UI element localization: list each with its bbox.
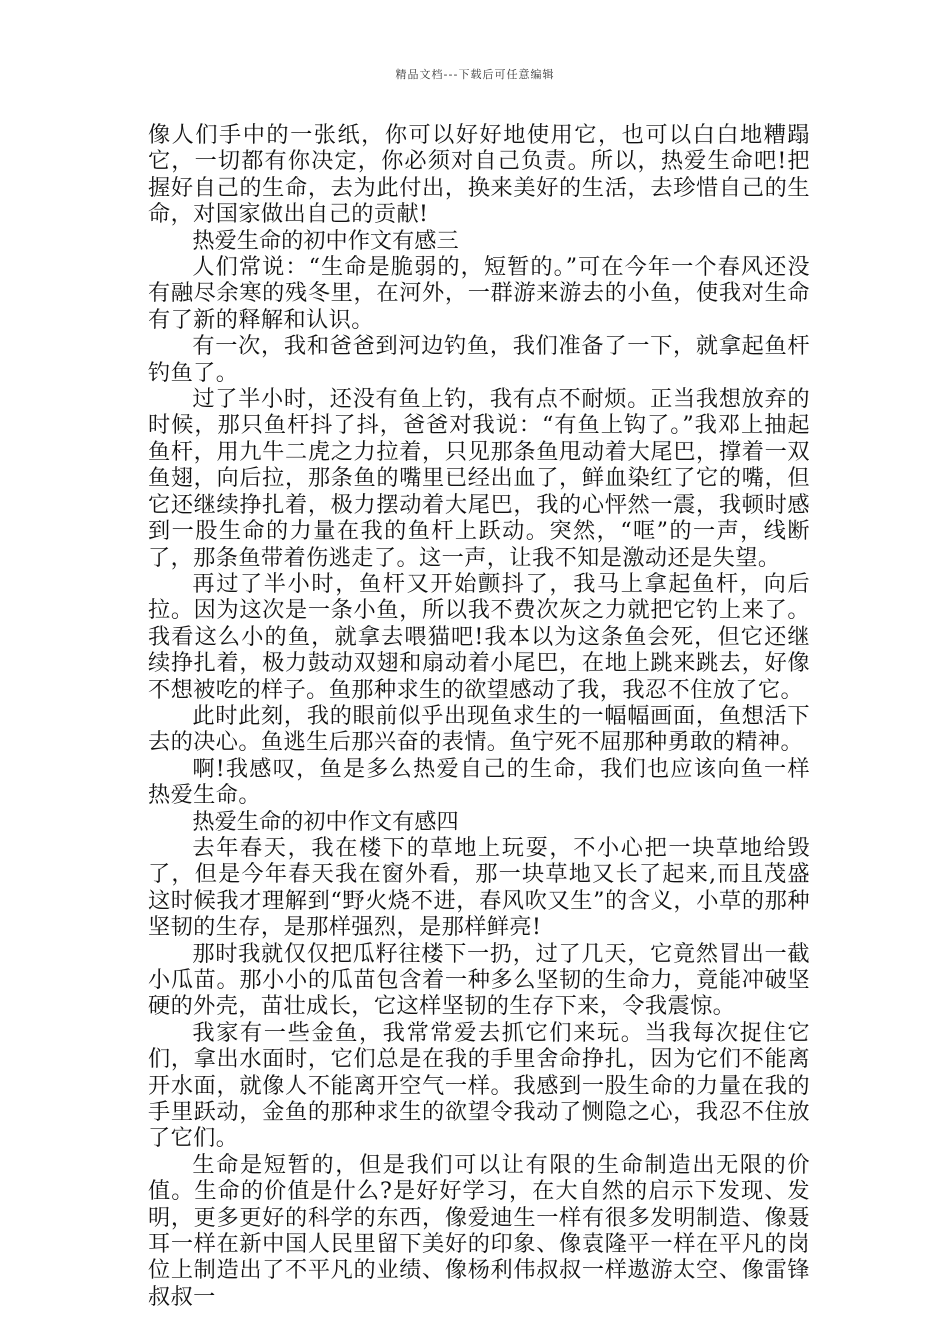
body-paragraph: 此时此刻，我的眼前似乎出现鱼求生的一幅幅画面，鱼想活下去的决心。鱼逃生后那兴奋的表情。鱼宁死不屈那种勇敢的精神。 — [148, 702, 810, 756]
section-heading: 热爱生命的初中作文有感四 — [192, 808, 459, 835]
section-heading: 热爱生命的初中作文有感三 — [192, 227, 459, 254]
body-paragraph: 那时我就仅仅把瓜籽往楼下一扔，过了几天，它竟然冒出一截小瓜苗。那小小的瓜苗包含着一种多么坚韧的生命力，竟能冲破坚硬的外壳，苗壮成长，它这样坚韧的生存下来，令我震惊。 — [148, 940, 810, 1020]
body-paragraph: 像人们手中的一张纸，你可以好好地使用它，也可以白白地糟蹋它，一切都有你决定，你必须对自己负责。所以，热爱生命吧!把握好自己的生命，去为此付出，换来美好的生活，去珍惜自己的生命，对国家做出自己的贡献! — [148, 122, 810, 228]
body-paragraph: 有一次，我和爸爸到河边钓鱼，我们准备了一下，就拿起鱼杆钓鱼了。 — [148, 333, 810, 386]
body-paragraph: 去年春天，我在楼下的草地上玩耍，不小心把一块草地给毁了，但是今年春天我在窗外看，那一块草地又长了起来,而且茂盛这时候我才理解到“野火烧不进，春风吹又生”的含义，小草的那种坚韧的生存，是那样强烈，是那样鲜亮! — [148, 834, 810, 941]
page-header: 精品文档---下载后可任意编辑 — [395, 68, 555, 81]
body-paragraph: 过了半小时，还没有鱼上钓，我有点不耐烦。正当我想放弃的时候，那只鱼杆抖了抖，爸爸对我说：“有鱼上钩了。”我邓上抽起鱼杆，用九牛二虎之力拉着，只见那条鱼甩动着大尾巴，撑着一双鱼翅，向后拉，那条鱼的嘴里已经出血了，鲜血染红了它的嘴，但它还继续挣扎着，极力摆动着大尾巴，我的心怦然一震，我顿时感到一股生命的力量在我的鱼杆上跃动。突然，“哐”的一声，线断了，那条鱼带着伤逃走了。这一声，让我不知是激动还是失望。 — [148, 386, 810, 571]
body-paragraph: 再过了半小时，鱼杆又开始颤抖了，我马上拿起鱼杆，向后拉。因为这次是一条小鱼，所以我不费次灰之力就把它钓上来了。我看这么小的鱼，就拿去喂猫吧!我本以为这条鱼会死，但它还继续挣扎着，极力鼓动双翅和扇动着小尾巴，在地上跳来跳去，好像不想被吃的样子。鱼那种求生的欲望感动了我，我忍不住放了它。 — [148, 570, 810, 703]
body-paragraph: 我家有一些金鱼，我常常爱去抓它们来玩。当我每次捉住它们，拿出水面时，它们总是在我的手里舍命挣扎，因为它们不能离开水面，就像人不能离开空气一样。我感到一股生命的力量在我的手里跃动，金鱼的那种求生的欲望令我动了恻隐之心，我忍不住放了它们。 — [148, 1019, 810, 1152]
body-paragraph: 人们常说：“生命是脆弱的，短暂的。”可在今年一个春风还没有融尽余寒的残冬里，在河外，一群游来游去的小鱼，使我对生命有了新的释解和认识。 — [148, 254, 810, 333]
body-paragraph: 啊!我感叹，鱼是多么热爱自己的生命，我们也应该向鱼一样热爱生命。 — [148, 755, 810, 809]
body-paragraph: 生命是短暂的，但是我们可以让有限的生命制造出无限的价值。生命的价值是什么?是好好学习，在大自然的启示下发现、发明，更多更好的科学的东西，像爱迪生一样有很多发明制造、像聂耳一样在新中国人民里留下美好的印象、像袁隆平一样在平凡的岗位上制造出了不平凡的业绩、像杨利伟叔叔一样遨游太空、像雷锋叔叔一 — [148, 1151, 810, 1310]
document-body — [148, 122, 810, 1310]
